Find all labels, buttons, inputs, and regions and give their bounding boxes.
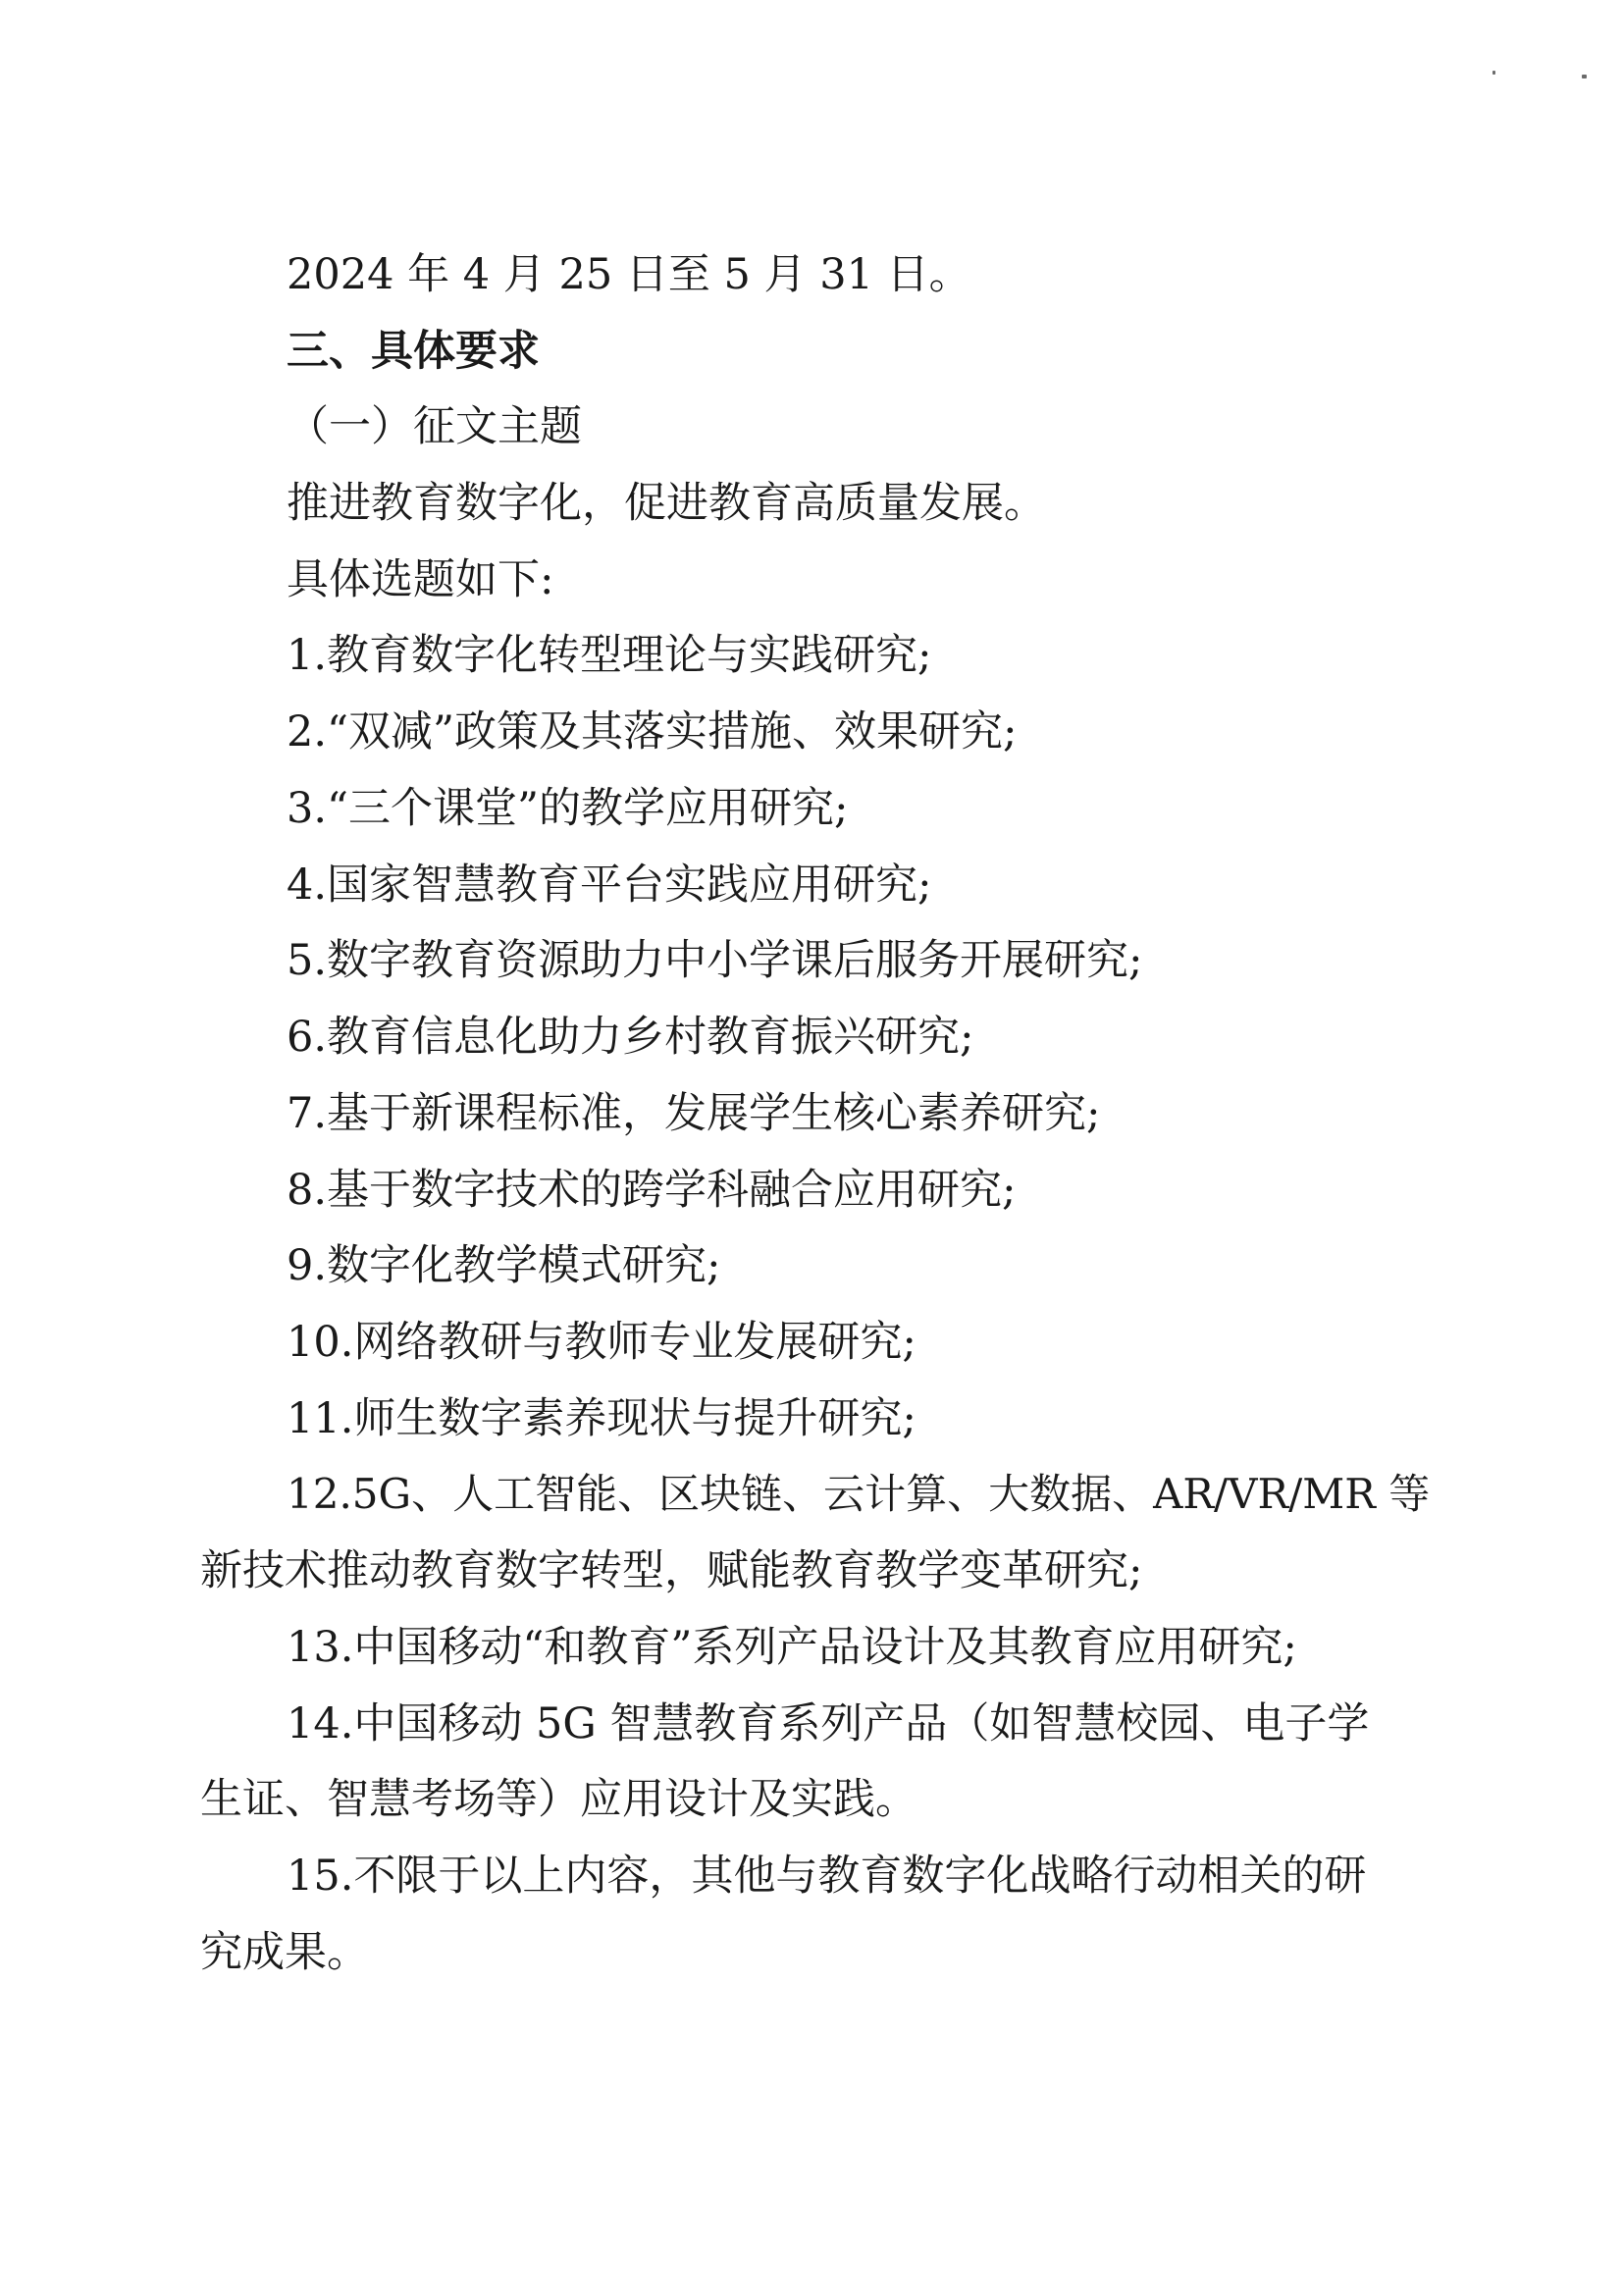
- topic-item-1: 1.教育数字化转型理论与实践研究;: [287, 631, 932, 680]
- theme-paragraph: 推进教育数字化，促进教育高质量发展。: [287, 479, 1046, 528]
- topic-item-10: 10.网络教研与教师专业发展研究;: [287, 1318, 916, 1367]
- topic-item-5: 5.数字教育资源助力中小学课后服务开展研究;: [287, 936, 1143, 985]
- subsection-heading: （一）征文主题: [287, 402, 582, 451]
- section-heading: 三、具体要求: [287, 327, 540, 376]
- topic-item-6: 6.教育信息化助力乡村教育振兴研究;: [287, 1013, 974, 1062]
- date-range-line: 2024 年 4 月 25 日至 5 月 31 日。: [287, 250, 971, 299]
- topic-item-12-line-1: 12.5G、人工智能、区块链、云计算、大数据、AR/VR/MR 等: [287, 1470, 1431, 1518]
- topic-item-14-line-2: 生证、智慧考场等）应用设计及实践。: [200, 1775, 917, 1824]
- topic-item-11: 11.师生数字素养现状与提升研究;: [287, 1394, 916, 1443]
- topic-item-2: 2.“双减”政策及其落实措施、效果研究;: [287, 707, 1018, 757]
- scan-speck: [1492, 71, 1495, 75]
- topic-item-8: 8.基于数字技术的跨学科融合应用研究;: [287, 1166, 1017, 1215]
- scan-speck: [1582, 75, 1587, 78]
- topic-item-14-line-1: 14.中国移动 5G 智慧教育系列产品（如智慧校园、电子学: [287, 1699, 1370, 1748]
- topic-item-12-line-2: 新技术推动教育数字转型，赋能教育教学变革研究;: [200, 1546, 1143, 1595]
- topic-item-7: 7.基于新课程标准，发展学生核心素养研究;: [287, 1089, 1101, 1138]
- topic-item-3: 3.“三个课堂”的教学应用研究;: [287, 784, 849, 833]
- topic-item-15-line-2: 究成果。: [200, 1928, 369, 1977]
- topics-intro: 具体选题如下:: [287, 555, 554, 604]
- topic-item-13: 13.中国移动“和教育”系列产品设计及其教育应用研究;: [287, 1623, 1297, 1672]
- topic-item-15-line-1: 15.不限于以上内容，其他与教育数字化战略行动相关的研: [287, 1852, 1367, 1901]
- topic-item-4: 4.国家智慧教育平台实践应用研究;: [287, 861, 932, 910]
- topic-item-9: 9.数字化教学模式研究;: [287, 1241, 721, 1290]
